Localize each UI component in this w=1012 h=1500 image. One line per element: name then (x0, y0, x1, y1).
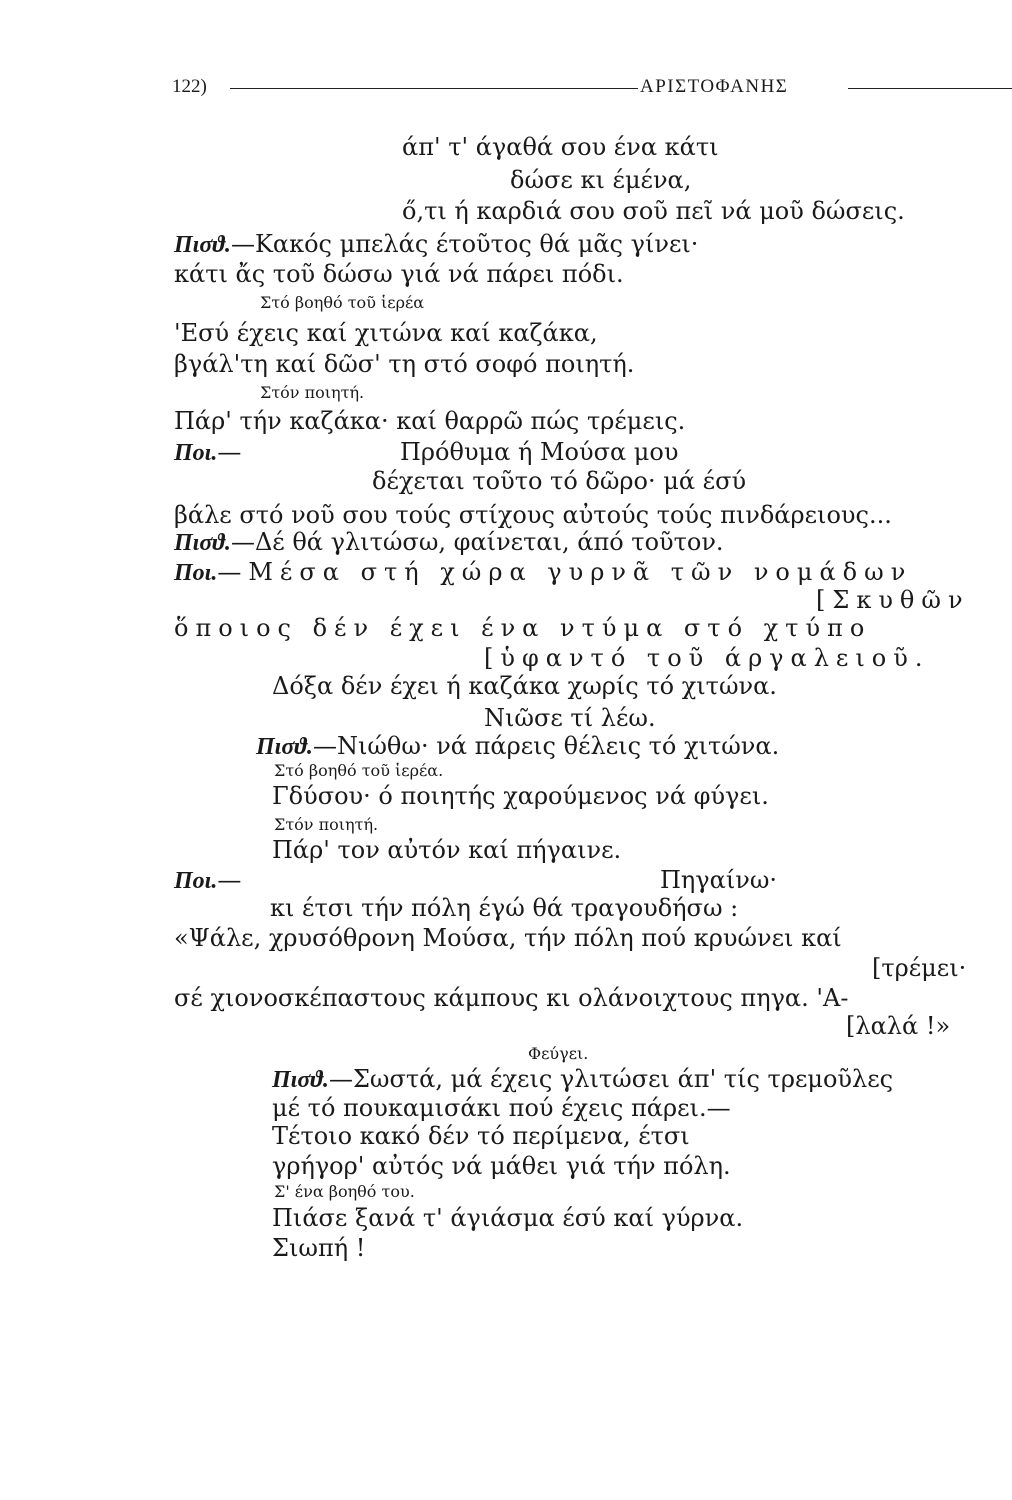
verse-line: κι έτσι τήν πόλη έγώ θά τραγουδήσω : (270, 894, 739, 922)
verse-line: Πρόθυμα ή Μούσα μου (400, 438, 679, 466)
verse-line (174, 527, 724, 558)
line-text: —Σωστά, μά έχεις γλιτώσει άπ' τίς τρεμοῦλες (328, 1065, 894, 1093)
verse-line: Πάρ' τον αὐτόν καί πήγαινε. (272, 836, 622, 864)
verse-line: άπ' τ' άγαθά σου ένα κάτι (402, 133, 719, 161)
stage-direction: Φεύγει. (528, 1044, 589, 1063)
stage-direction: Στόν ποιητή. (274, 815, 379, 834)
verse-line: Δόξα δέν έχει ή καζάκα χωρίς τό χιτώνα. (272, 672, 777, 700)
speaker-label: Ποι. (174, 560, 218, 586)
line-dash: — (217, 866, 242, 894)
verse-line (174, 865, 241, 896)
verse-line: Γδύσου· ό ποιητής χαρούμενος νά φύγει. (272, 782, 769, 810)
verse-line: βάλε στό νοῦ σου τούς στίχους αὐτούς τούς πινδάρειους... (174, 501, 892, 529)
line-text: —Δέ θά γλιτώσω, φαίνεται, άπό τοῦτον. (230, 528, 724, 556)
speaker-label: Ποι. (174, 868, 218, 894)
verse-line: ő,τι ή καρδιά σου σοῦ πεῖ νά μοῦ δώσεις. (402, 197, 905, 225)
verse-line: βγάλ'τη καί δῶσ' τη στό σοφό ποιητή. (174, 350, 635, 378)
verse-line: [Σκυθῶν (816, 586, 970, 614)
stage-direction: Στόν ποιητή. (260, 383, 365, 402)
stage-direction: Στό βοηθό τοῦ ἱερέα (260, 293, 425, 312)
verse-line (256, 731, 779, 762)
speaker-label: Πισϑ. (256, 734, 313, 760)
running-title: ΑΡΙΣΤΟΦΑΝΗΣ (640, 76, 789, 97)
verse-line: Νιῶσε τί λέω. (484, 704, 656, 732)
line-dash: — (217, 438, 242, 466)
verse-line: [τρέμει· (872, 954, 967, 982)
line-text: —Κακός μπελάς έτοῦτος θά μᾶς γίνει· (230, 230, 699, 258)
verse-line: Πιάσε ξανά τ' άγιάσμα έσύ καί γύρνα. (272, 1204, 744, 1232)
verse-line: δέχεται τοῦτο τό δῶρο· μά έσύ (372, 467, 747, 495)
running-header (172, 76, 956, 98)
verse-line: γρήγορ' αὐτός νά μάθει γιά τήν πόλη. (272, 1152, 731, 1180)
line-text: —Νιώθω· νά πάρεις θέλεις τό χιτώνα. (312, 732, 780, 760)
line-text: —Μέσα στή χώρα γυρνᾶ τῶν νομάδων (217, 558, 913, 586)
verse-line: Σιωπή ! (272, 1234, 366, 1262)
speaker-label: Πισϑ. (174, 232, 231, 258)
verse-line: σέ χιονοσκέπαστους κάμπους κι ολάνοιχτους πηγα. 'Α- (174, 984, 849, 1012)
verse-line: Πάρ' τήν καζάκα· καί θαρρῶ πώς τρέμεις. (174, 407, 686, 435)
verse-line: Πηγαίνω· (660, 866, 778, 894)
verse-line: ὅποιος δέν έχει ένα ντύμα στό χτύπο (174, 614, 872, 642)
verse-line (174, 437, 241, 468)
speaker-label: Πισϑ. (174, 530, 231, 556)
verse-line (174, 557, 912, 588)
verse-line: Τέτοιο κακό δέν τό περίμενα, έτσι (272, 1122, 690, 1150)
verse-line (174, 229, 698, 260)
verse-line: δώσε κι έμένα, (510, 166, 692, 194)
page-number: 122) (172, 76, 207, 97)
verse-line: [ὑφαντό τοῦ άργαλειοῦ. (484, 644, 930, 672)
verse-line: 'Εσύ έχεις καί χιτώνα καί καζάκα, (174, 319, 598, 347)
header-rule-right (848, 88, 1012, 89)
stage-direction: Στό βοηθό τοῦ ἱερέα. (274, 761, 444, 780)
stage-direction: Σ' ένα βοηθό του. (274, 1182, 415, 1201)
header-rule-left (230, 88, 638, 89)
verse-line (272, 1064, 893, 1095)
verse-line: «Ψάλε, χρυσόθρονη Μούσα, τήν πόλη πού κρυώνει καί (174, 924, 842, 952)
verse-line: μέ τό πουκαμισάκι πού έχεις πάρει.— (272, 1094, 731, 1122)
verse-line: [λαλά !» (846, 1012, 951, 1040)
speaker-label: Ποι. (174, 440, 218, 466)
speaker-label: Πισϑ. (272, 1067, 329, 1093)
verse-line: κάτι ἄς τοῦ δώσω γιά νά πάρει πόδι. (174, 260, 624, 288)
